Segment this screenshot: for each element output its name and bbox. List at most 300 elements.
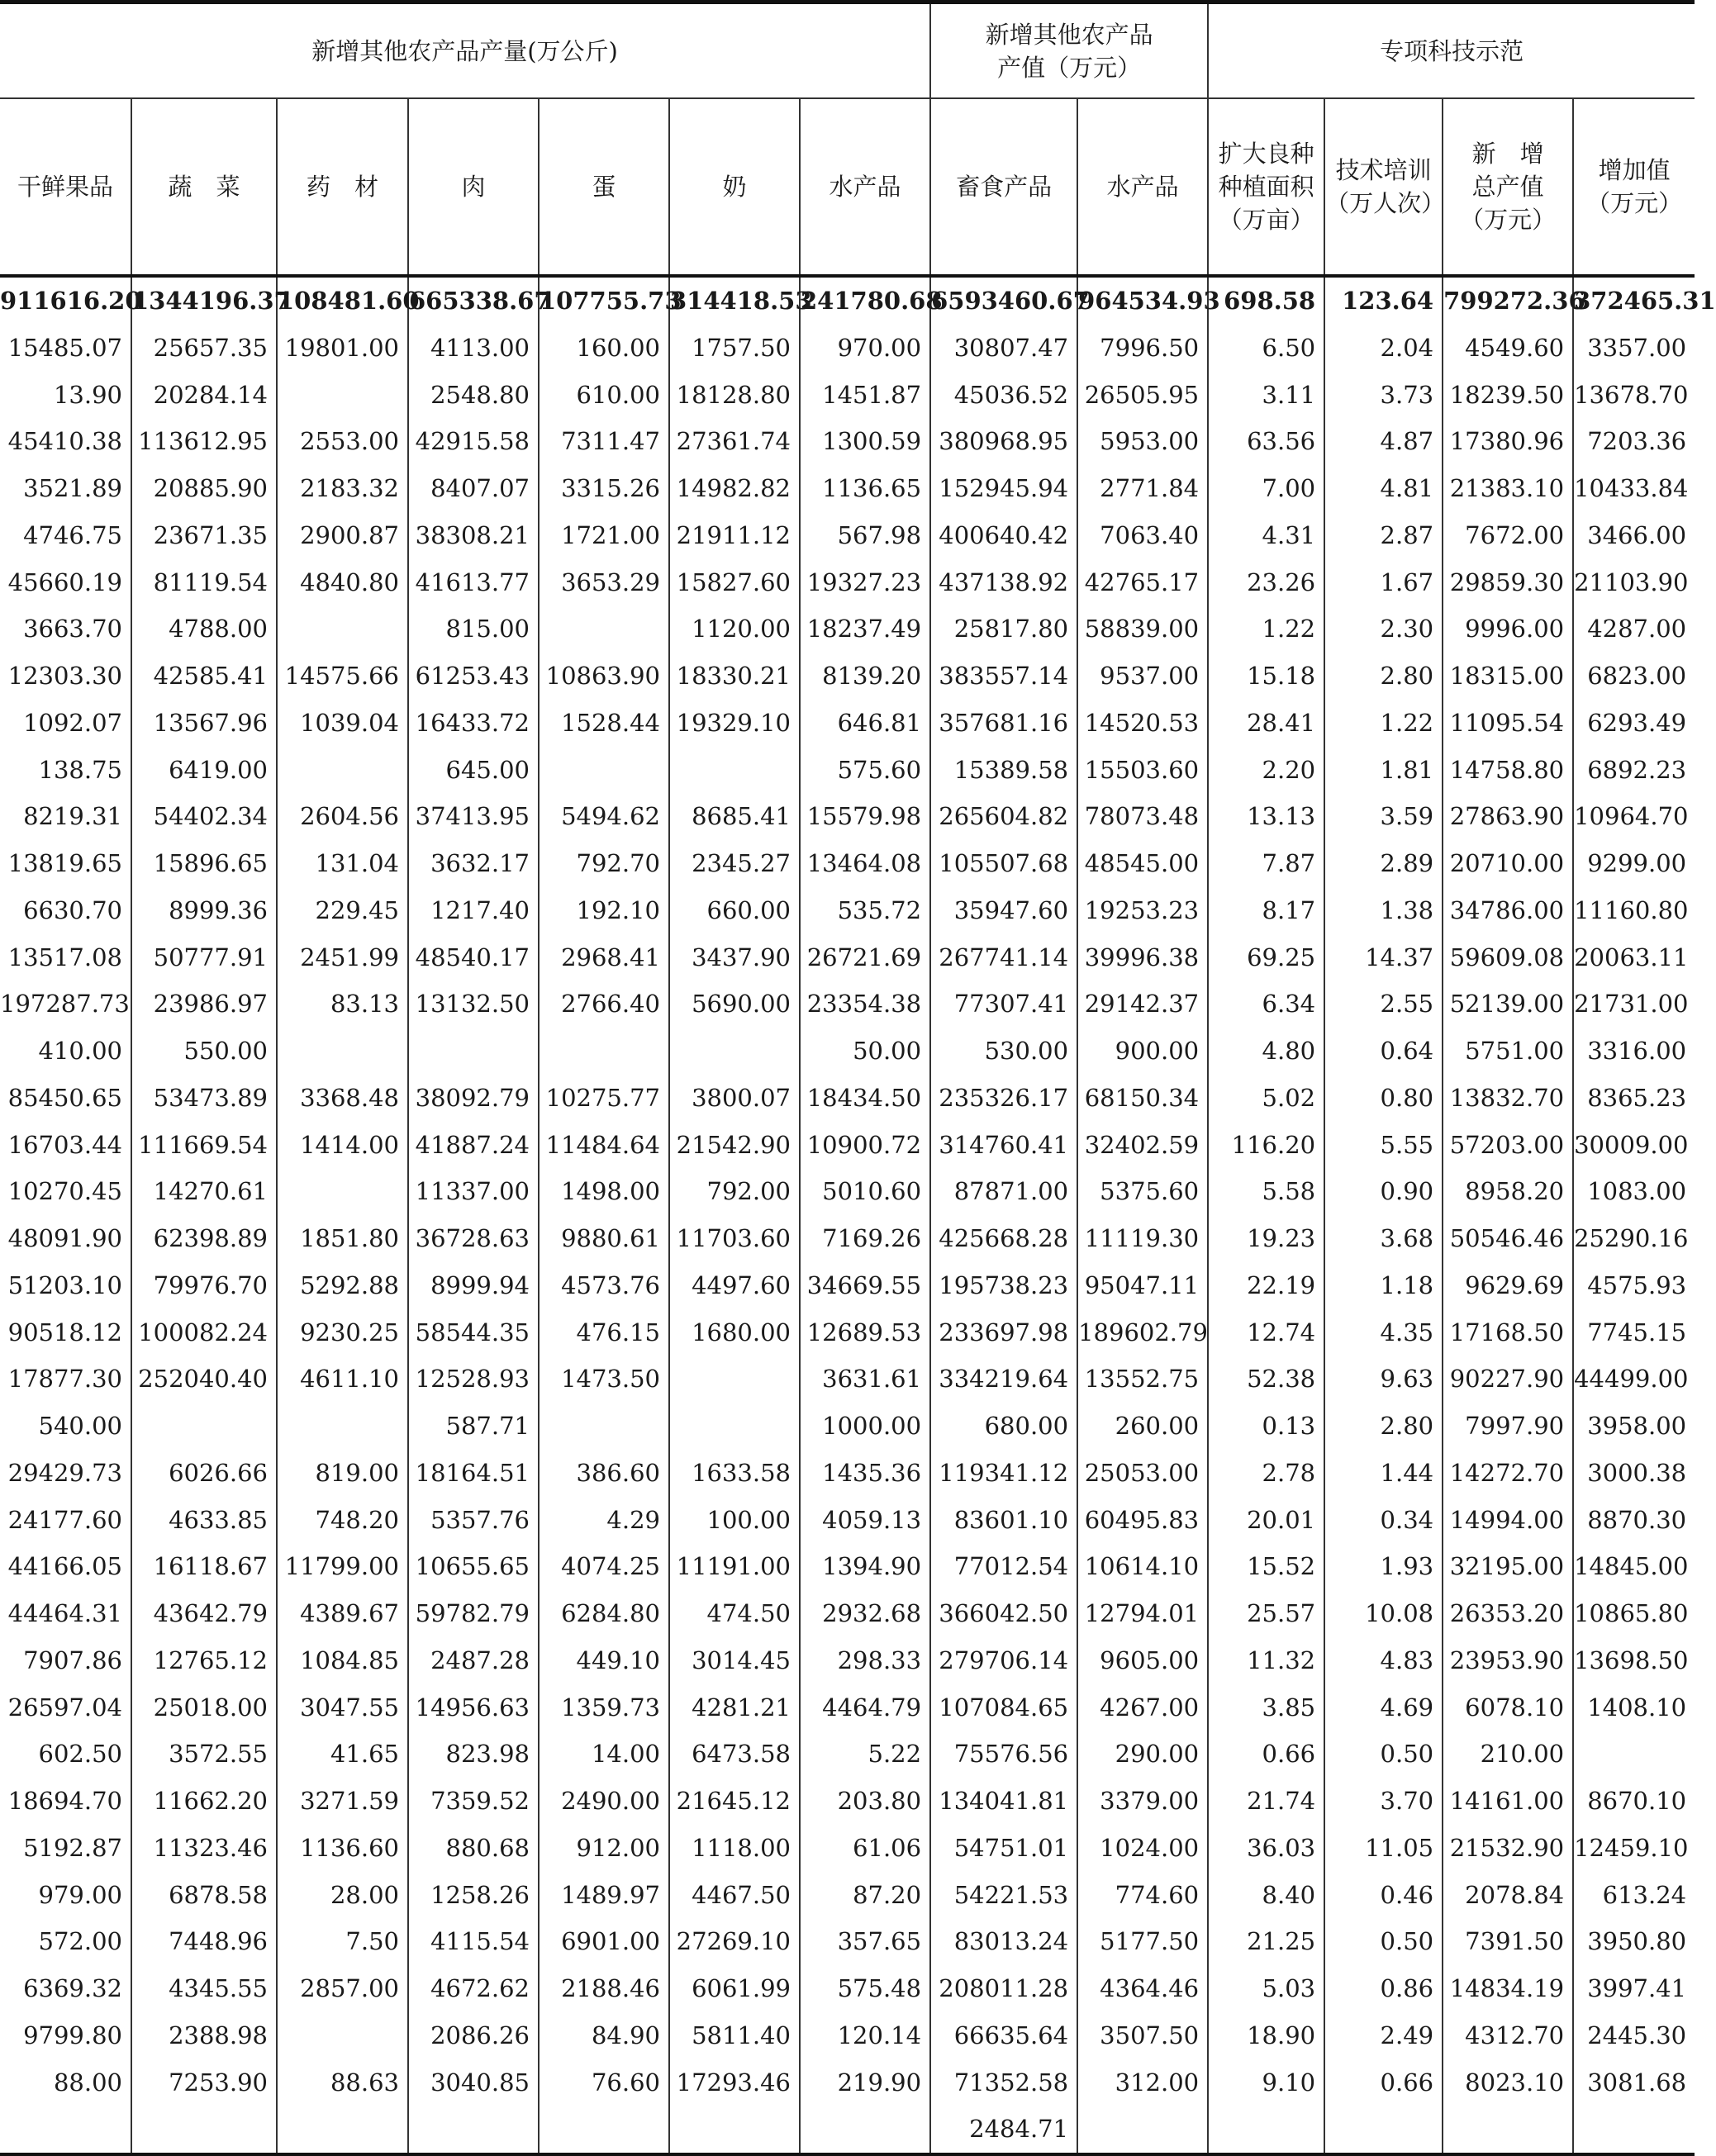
table-cell: 267741.14	[930, 934, 1077, 981]
table-cell: 9996.00	[1443, 605, 1573, 653]
table-cell: 119341.12	[930, 1450, 1077, 1497]
table-cell	[0, 2106, 131, 2154]
table-cell: 11095.54	[1443, 700, 1573, 747]
table-cell: 138.75	[0, 747, 131, 794]
table-cell: 195738.23	[930, 1262, 1077, 1309]
table-cell: 208011.28	[930, 1965, 1077, 2012]
table-cell: 4746.75	[0, 512, 131, 559]
table-cell: 37413.95	[408, 793, 539, 840]
table-row	[0, 2106, 1695, 2154]
table-cell: 90518.12	[0, 1309, 131, 1356]
table-cell: 8670.10	[1573, 1778, 1695, 1825]
table-cell: 123.64	[1324, 276, 1443, 325]
table-cell: 30807.47	[930, 325, 1077, 372]
table-cell	[539, 605, 669, 653]
table-cell: 665338.67	[408, 276, 539, 325]
table-cell: 2188.46	[539, 1965, 669, 2012]
table-cell	[131, 2106, 277, 2154]
table-cell: 823.98	[408, 1731, 539, 1778]
table-row	[0, 1543, 1695, 1590]
table-cell: 900.00	[1077, 1028, 1208, 1075]
table-cell: 62398.89	[131, 1215, 277, 1262]
table-cell: 3507.50	[1077, 2012, 1208, 2059]
table-cell: 5.02	[1208, 1075, 1324, 1122]
column-header-line: 水产品	[1106, 173, 1179, 201]
column-header-line: 蛋	[592, 173, 616, 201]
table-cell: 28.41	[1208, 700, 1324, 747]
table-row	[0, 981, 1695, 1028]
table-cell: 42765.17	[1077, 559, 1208, 606]
table-cell	[800, 2106, 930, 2154]
table-cell: 530.00	[930, 1028, 1077, 1075]
column-header	[1324, 98, 1446, 276]
table-cell: 16118.67	[131, 1543, 277, 1590]
table-cell: 229.45	[277, 887, 408, 934]
table-cell: 9880.61	[539, 1215, 669, 1262]
table-cell: 5357.76	[408, 1497, 539, 1544]
table-cell: 3997.41	[1573, 1965, 1695, 2012]
table-cell: 10900.72	[800, 1122, 930, 1169]
table-cell: 449.10	[539, 1637, 669, 1684]
table-cell: 16703.44	[0, 1122, 131, 1169]
table-cell: 5690.00	[669, 981, 800, 1028]
table-cell: 18.90	[1208, 2012, 1324, 2059]
table-cell: 12459.10	[1573, 1825, 1695, 1872]
table-cell: 100.00	[669, 1497, 800, 1544]
table-cell: 10863.90	[539, 653, 669, 700]
table-cell: 2932.68	[800, 1590, 930, 1637]
table-row	[0, 1356, 1695, 1403]
table-cell: 11484.64	[539, 1122, 669, 1169]
column-header-line: 水产品	[829, 173, 901, 201]
table-row	[0, 1122, 1695, 1169]
table-cell: 34786.00	[1443, 887, 1573, 934]
column-header-line: 新 增	[1471, 140, 1544, 168]
table-cell: 9629.69	[1443, 1262, 1573, 1309]
table-cell: 4.29	[539, 1497, 669, 1544]
table-cell: 8219.31	[0, 793, 131, 840]
table-cell: 1258.26	[408, 1872, 539, 1919]
table-cell	[669, 1403, 800, 1450]
table-cell	[669, 1356, 800, 1403]
table-cell: 6878.58	[131, 1872, 277, 1919]
table-row	[0, 793, 1695, 840]
table-row	[0, 1075, 1695, 1122]
table-cell: 4.81	[1324, 465, 1443, 512]
table-cell: 25657.35	[131, 325, 277, 372]
table-cell: 19253.23	[1077, 887, 1208, 934]
table-cell: 265604.82	[930, 793, 1077, 840]
table-cell: 575.60	[800, 747, 930, 794]
table-cell: 0.86	[1324, 1965, 1443, 2012]
table-cell: 5292.88	[277, 1262, 408, 1309]
table-cell: 8685.41	[669, 793, 800, 840]
table-cell: 602.50	[0, 1731, 131, 1778]
table-cell: 19329.10	[669, 700, 800, 747]
table-cell: 12528.93	[408, 1356, 539, 1403]
table-row	[0, 1590, 1695, 1637]
table-row	[0, 1168, 1695, 1215]
table-cell: 4.35	[1324, 1309, 1443, 1356]
table-row	[0, 325, 1695, 372]
table-cell: 4.80	[1208, 1028, 1324, 1075]
table-cell: 95047.11	[1077, 1262, 1208, 1309]
table-cell: 3521.89	[0, 465, 131, 512]
table-cell: 1000.00	[800, 1403, 930, 1450]
table-cell: 610.00	[539, 372, 669, 419]
table-cell: 7.00	[1208, 465, 1324, 512]
table-cell: 57203.00	[1443, 1122, 1573, 1169]
table-cell: 5.03	[1208, 1965, 1324, 2012]
table-cell: 1851.80	[277, 1215, 408, 1262]
table-cell: 12765.12	[131, 1637, 277, 1684]
table-cell: 44464.31	[0, 1590, 131, 1637]
table-cell: 1.38	[1324, 887, 1443, 934]
table-cell: 27361.74	[669, 418, 800, 465]
table-cell: 4.87	[1324, 418, 1443, 465]
table-cell: 3631.61	[800, 1356, 930, 1403]
table-cell: 25053.00	[1077, 1450, 1208, 1497]
table-cell: 48091.90	[0, 1215, 131, 1262]
table-cell	[539, 1028, 669, 1075]
table-cell: 28.00	[277, 1872, 408, 1919]
table-cell: 21.25	[1208, 1918, 1324, 1965]
table-cell: 5811.40	[669, 2012, 800, 2059]
table-cell: 4840.80	[277, 559, 408, 606]
table-cell: 1.22	[1324, 700, 1443, 747]
table-cell: 203.80	[800, 1778, 930, 1825]
table-cell: 8999.36	[131, 887, 277, 934]
table-cell: 18434.50	[800, 1075, 930, 1122]
table-cell: 5494.62	[539, 793, 669, 840]
table-cell: 0.34	[1324, 1497, 1443, 1544]
table-cell: 3040.85	[408, 2059, 539, 2106]
table-cell: 36.03	[1208, 1825, 1324, 1872]
table-cell: 13567.96	[131, 700, 277, 747]
table-cell: 25817.80	[930, 605, 1077, 653]
table-cell: 189602.79	[1077, 1309, 1208, 1356]
table-cell: 0.66	[1208, 1731, 1324, 1778]
table-cell: 964534.93	[1077, 276, 1208, 325]
column-header-line: （万元）	[1460, 206, 1557, 234]
table-cell: 14.37	[1324, 934, 1443, 981]
group-header: 新增其他农产品产量(万公斤)	[0, 2, 930, 99]
table-cell: 14161.00	[1443, 1778, 1573, 1825]
table-cell: 9299.00	[1573, 840, 1695, 887]
table-cell: 25018.00	[131, 1684, 277, 1731]
table-cell: 15389.58	[930, 747, 1077, 794]
table-cell: 5.55	[1324, 1122, 1443, 1169]
column-header	[930, 98, 1077, 276]
column-header-line: （万元）	[1586, 189, 1683, 217]
group-header-line: 产值（万元）	[997, 53, 1142, 82]
table-cell: 3.68	[1324, 1215, 1443, 1262]
table-cell: 979.00	[0, 1872, 131, 1919]
table-cell	[1443, 2106, 1573, 2154]
table-cell: 970.00	[800, 325, 930, 372]
table-cell: 1394.90	[800, 1543, 930, 1590]
table-cell: 23953.90	[1443, 1637, 1573, 1684]
table-cell: 18128.80	[669, 372, 800, 419]
table-cell: 774.60	[1077, 1872, 1208, 1919]
column-header-line: 肉	[461, 173, 486, 201]
table-cell: 3.70	[1324, 1778, 1443, 1825]
table-row	[0, 747, 1695, 794]
table-cell: 21731.00	[1573, 981, 1695, 1028]
table-cell: 19327.23	[800, 559, 930, 606]
table-cell: 87.20	[800, 1872, 930, 1919]
table-row	[0, 1262, 1695, 1309]
table-cell: 366042.50	[930, 1590, 1077, 1637]
table-cell: 2388.98	[131, 2012, 277, 2059]
table-cell: 7203.36	[1573, 418, 1695, 465]
table-cell: 4633.85	[131, 1497, 277, 1544]
table-cell: 0.64	[1324, 1028, 1443, 1075]
table-cell	[277, 605, 408, 653]
table-cell: 14758.80	[1443, 747, 1573, 794]
table-cell: 19.23	[1208, 1215, 1324, 1262]
total-row	[0, 276, 1695, 325]
table-cell: 83013.24	[930, 1918, 1077, 1965]
table-cell: 2.55	[1324, 981, 1443, 1028]
table-cell: 252040.40	[131, 1356, 277, 1403]
table-cell: 1024.00	[1077, 1825, 1208, 1872]
table-cell: 567.98	[800, 512, 930, 559]
table-cell: 25.57	[1208, 1590, 1324, 1637]
table-cell: 0.80	[1324, 1075, 1443, 1122]
column-header	[539, 98, 669, 276]
table-cell: 314418.53	[669, 276, 800, 325]
table-cell: 474.50	[669, 1590, 800, 1637]
table-cell: 372465.31	[1573, 276, 1695, 325]
table-cell: 26353.20	[1443, 1590, 1573, 1637]
table-cell: 3.73	[1324, 372, 1443, 419]
table-cell: 14270.61	[131, 1168, 277, 1215]
table-row	[0, 605, 1695, 653]
column-header-row	[0, 98, 1695, 276]
table-cell: 7169.26	[800, 1215, 930, 1262]
table-cell: 36728.63	[408, 1215, 539, 1262]
table-cell: 260.00	[1077, 1403, 1208, 1450]
table-cell: 6593460.67	[930, 276, 1077, 325]
table-cell: 8407.07	[408, 465, 539, 512]
table-cell: 6.34	[1208, 981, 1324, 1028]
table-cell: 748.20	[277, 1497, 408, 1544]
table-cell: 58544.35	[408, 1309, 539, 1356]
table-cell: 90227.90	[1443, 1356, 1573, 1403]
table-cell: 3437.90	[669, 934, 800, 981]
table-cell: 1757.50	[669, 325, 800, 372]
table-cell: 1092.07	[0, 700, 131, 747]
table-cell: 21383.10	[1443, 465, 1573, 512]
table-cell: 52139.00	[1443, 981, 1573, 1028]
table-cell: 660.00	[669, 887, 800, 934]
table-cell: 4575.93	[1573, 1262, 1695, 1309]
table-cell: 6473.58	[669, 1731, 800, 1778]
table-cell: 815.00	[408, 605, 539, 653]
table-cell: 26721.69	[800, 934, 930, 981]
table-cell: 13832.70	[1443, 1075, 1573, 1122]
table-cell: 4287.00	[1573, 605, 1695, 653]
table-cell: 1118.00	[669, 1825, 800, 1872]
table-cell: 41887.24	[408, 1122, 539, 1169]
table-cell: 6901.00	[539, 1918, 669, 1965]
table-cell: 3572.55	[131, 1731, 277, 1778]
table-cell: 912.00	[539, 1825, 669, 1872]
table-cell	[669, 747, 800, 794]
table-cell: 17168.50	[1443, 1309, 1573, 1356]
table-cell: 10433.84	[1573, 465, 1695, 512]
table-cell: 680.00	[930, 1403, 1077, 1450]
column-header-line: 扩大良种	[1218, 140, 1314, 168]
table-cell: 23986.97	[131, 981, 277, 1028]
table-cell: 646.81	[800, 700, 930, 747]
table-cell: 1528.44	[539, 700, 669, 747]
table-cell: 1408.10	[1573, 1684, 1695, 1731]
table-cell: 880.68	[408, 1825, 539, 1872]
column-header	[277, 98, 408, 276]
table-cell: 3663.70	[0, 605, 131, 653]
table-cell: 2183.32	[277, 465, 408, 512]
table-cell: 7997.90	[1443, 1403, 1573, 1450]
table-cell: 160.00	[539, 325, 669, 372]
table-cell: 3958.00	[1573, 1403, 1695, 1450]
table-cell	[539, 747, 669, 794]
table-cell: 32195.00	[1443, 1543, 1573, 1590]
table-cell: 241780.68	[800, 276, 930, 325]
table-cell: 20063.11	[1573, 934, 1695, 981]
table-cell: 5953.00	[1077, 418, 1208, 465]
table-cell: 2078.84	[1443, 1872, 1573, 1919]
table-cell: 15579.98	[800, 793, 930, 840]
table-cell: 8023.10	[1443, 2059, 1573, 2106]
table-cell: 61.06	[800, 1825, 930, 1872]
table-cell: 10865.80	[1573, 1590, 1695, 1637]
column-header-line: 蔬 菜	[168, 173, 240, 201]
table-cell: 54402.34	[131, 793, 277, 840]
table-cell: 50777.91	[131, 934, 277, 981]
table-cell: 3950.80	[1573, 1918, 1695, 1965]
table-cell: 2.80	[1324, 1403, 1443, 1450]
table-row	[0, 1403, 1695, 1450]
table-cell: 386.60	[539, 1450, 669, 1497]
table-cell: 2445.30	[1573, 2012, 1695, 2059]
table-cell: 8999.94	[408, 1262, 539, 1309]
table-cell: 21103.90	[1573, 559, 1695, 606]
table-row	[0, 1825, 1695, 1872]
table-cell: 113612.95	[131, 418, 277, 465]
table-cell: 50.00	[800, 1028, 930, 1075]
table-row	[0, 512, 1695, 559]
table-cell: 2604.56	[277, 793, 408, 840]
table-cell: 111669.54	[131, 1122, 277, 1169]
table-cell	[1077, 2106, 1208, 2154]
table-cell: 2553.00	[277, 418, 408, 465]
table-cell: 1359.73	[539, 1684, 669, 1731]
table-cell: 1344196.37	[131, 276, 277, 325]
table-cell: 3081.68	[1573, 2059, 1695, 2106]
table-cell: 21532.90	[1443, 1825, 1573, 1872]
table-cell	[131, 1403, 277, 1450]
table-cell: 11323.46	[131, 1825, 277, 1872]
table-cell: 116.20	[1208, 1122, 1324, 1169]
table-cell: 43642.79	[131, 1590, 277, 1637]
table-cell: 0.13	[1208, 1403, 1324, 1450]
table-cell: 0.46	[1324, 1872, 1443, 1919]
table-cell: 2.20	[1208, 747, 1324, 794]
table-cell: 14834.19	[1443, 1965, 1573, 2012]
table-cell	[1324, 2106, 1443, 2154]
column-header	[669, 98, 800, 276]
table-cell: 59782.79	[408, 1590, 539, 1637]
table-cell: 613.24	[1573, 1872, 1695, 1919]
table-cell: 23.26	[1208, 559, 1324, 606]
table-cell: 54751.01	[930, 1825, 1077, 1872]
table-cell: 290.00	[1077, 1731, 1208, 1778]
table-cell: 8.17	[1208, 887, 1324, 934]
table-cell: 20284.14	[131, 372, 277, 419]
table-cell: 15827.60	[669, 559, 800, 606]
table-cell: 7672.00	[1443, 512, 1573, 559]
table-cell: 4074.25	[539, 1543, 669, 1590]
table-cell: 3271.59	[277, 1778, 408, 1825]
table-row	[0, 1731, 1695, 1778]
table-cell: 3653.29	[539, 559, 669, 606]
column-header-line: 技术培训	[1335, 156, 1432, 184]
table-cell: 41613.77	[408, 559, 539, 606]
table-cell: 7.50	[277, 1918, 408, 1965]
table-cell: 7311.47	[539, 418, 669, 465]
table-cell: 334219.64	[930, 1356, 1077, 1403]
table-cell: 2.89	[1324, 840, 1443, 887]
table-cell	[539, 2106, 669, 2154]
table-cell: 10655.65	[408, 1543, 539, 1590]
table-cell: 5.58	[1208, 1168, 1324, 1215]
table-cell: 7359.52	[408, 1778, 539, 1825]
table-cell: 6630.70	[0, 887, 131, 934]
table-cell	[277, 747, 408, 794]
table-cell: 3014.45	[669, 1637, 800, 1684]
table-row	[0, 887, 1695, 934]
table-cell: 3.85	[1208, 1684, 1324, 1731]
table-cell: 1680.00	[669, 1309, 800, 1356]
column-header	[1443, 98, 1573, 276]
table-cell: 10964.70	[1573, 793, 1695, 840]
table-cell: 3316.00	[1573, 1028, 1695, 1075]
table-cell: 13552.75	[1077, 1356, 1208, 1403]
table-cell: 4672.62	[408, 1965, 539, 2012]
table-cell: 78073.48	[1077, 793, 1208, 840]
table-cell: 357.65	[800, 1918, 930, 1965]
table-cell: 50546.46	[1443, 1215, 1573, 1262]
table-cell: 68150.34	[1077, 1075, 1208, 1122]
table-cell: 2.49	[1324, 2012, 1443, 2059]
table-cell	[277, 372, 408, 419]
table-cell: 34669.55	[800, 1262, 930, 1309]
table-cell: 14982.82	[669, 465, 800, 512]
table-cell: 14272.70	[1443, 1450, 1573, 1497]
table-row	[0, 2059, 1695, 2106]
table-row	[0, 1918, 1695, 1965]
table-cell: 2857.00	[277, 1965, 408, 2012]
table-cell: 11337.00	[408, 1168, 539, 1215]
table-cell: 13.90	[0, 372, 131, 419]
table-cell: 4.31	[1208, 512, 1324, 559]
table-cell: 219.90	[800, 2059, 930, 2106]
table-cell: 9799.80	[0, 2012, 131, 2059]
table-cell: 4497.60	[669, 1262, 800, 1309]
table-cell: 1721.00	[539, 512, 669, 559]
